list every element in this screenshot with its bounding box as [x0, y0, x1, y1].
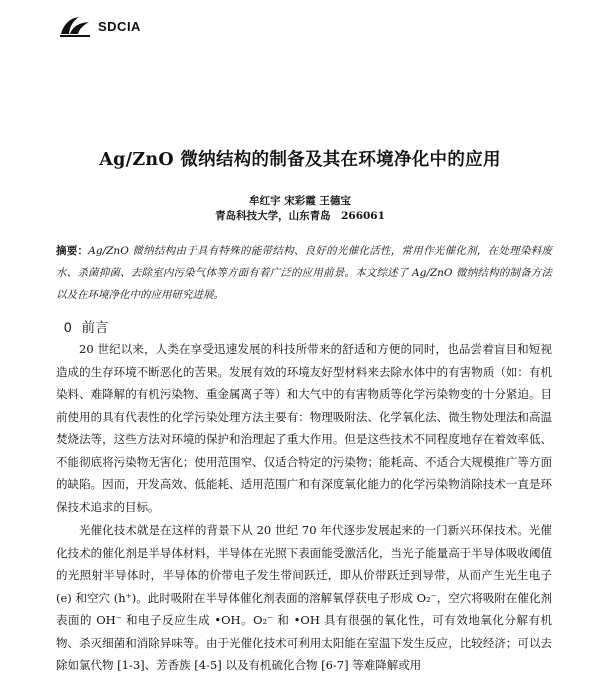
section-heading [64, 316, 109, 336]
logo [58, 14, 141, 38]
logo-text: SDCIA [98, 18, 141, 34]
abstract [56, 240, 552, 306]
affiliation: 青岛科技大学，山东青岛 266061 [215, 210, 385, 222]
section-number: 0 [64, 320, 72, 335]
abstract-text: Ag/ZnO 微纳结构由于具有特殊的能带结构、良好的光催化活性，常用作光催化剂，在处理染料废水、杀菌抑菌、去除室内污染气体等方面有着广泛的应用前景。本文综述了 Ag/ZnO 微纳结构的制备方法以及在环境净化中的应用研究进展。 [56, 245, 552, 301]
paper-title: Ag/ZnO 微纳结构的制备及其在环境净化中的应用 [99, 150, 501, 170]
section-title: 前言 [81, 320, 109, 335]
authors: 牟红宇 宋彩霞 王德宝 [249, 195, 351, 207]
paragraph: 光催化技术就是在这样的背景下从 20 世纪 70 年代逐步发展起来的一门新兴环保技术。光催化技术的催化剂是半导体材料，半导体在光照下表面能受激活化，当光子能量高于半导体吸收阈值的光照射半导体时，半导体的价带电子发生带间跃迁，即从价带跃迁到导带，从而产生光生电子 (e) 和空穴 (h⁺)。此时吸附在半导体催化剂表面的溶解氧俘获电子形成 O₂⁻，空穴将吸附在催化剂表面的 OH⁻ 和电子反应生成 •OH。O₂⁻ 和 •OH 具有很强的氧化性，可有效地氧化分解有机物、杀灭细菌和消除异味等。由于光催化技术可利用太阳能在室温下发生反应，比较经济；可以去除如氯代物 [1-3]、芳香族 [4-5] 以及有机硫化合物 [6-7] 等难降解或用 [56, 523, 552, 672]
sdcia-logo-icon [58, 14, 92, 38]
paragraph: 20 世纪以来，人类在享受迅速发展的科技所带来的舒适和方便的同时，也品尝着盲目和短视造成的生存环境不断恶化的苦果。发展有效的环境友好型材料来去除水体中的有害物质（如：有机染料、难降解的有机污染物、重金属离子等）和大气中的有害物质等化学污染物变的十分紧迫。目前使用的具有代表性的化学污染处理方法主要有：物理吸附法、化学氧化法、微生物处理法和高温焚烧法等，这些方法对环境的保护和治理起了重大作用。但是这些技术不同程度地存在着效率低、不能彻底将污染物无害化；使用范围窄、仅适合特定的污染物；能耗高、不适合大规模推广等方面的缺陷。因而，开发高效、低能耗、适用范围广和有深度氧化能力的化学污染物消除技术一直是环保技术追求的目标。 [56, 342, 552, 514]
abstract-label: 摘要： [56, 245, 89, 257]
